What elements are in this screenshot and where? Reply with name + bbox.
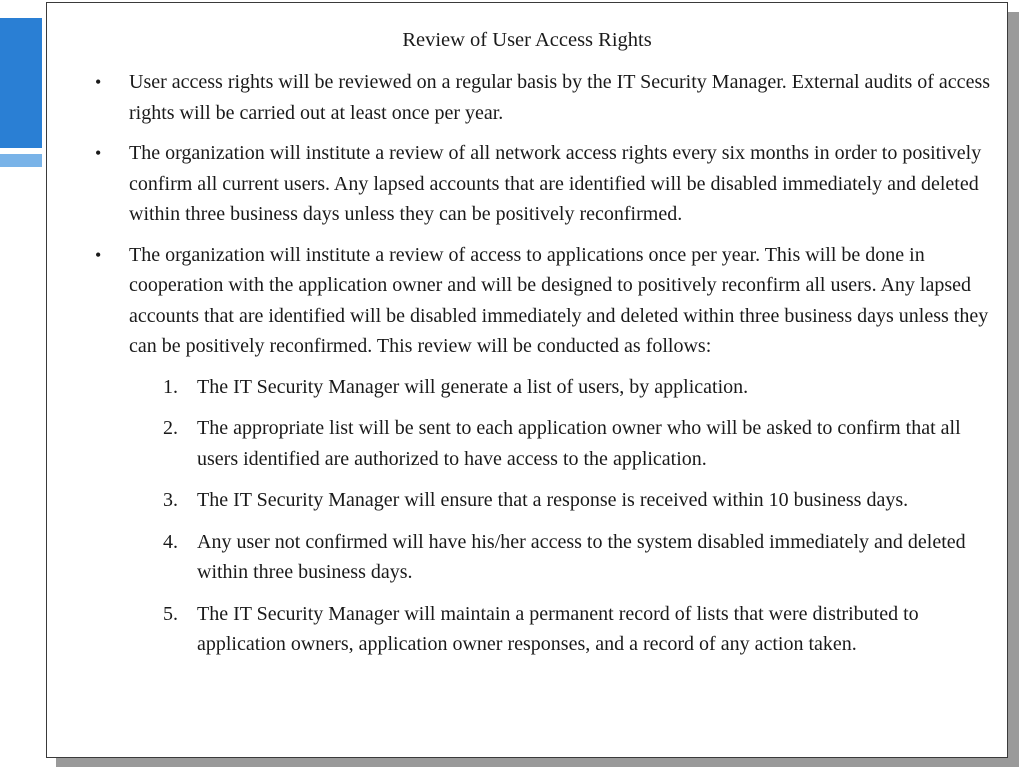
step-text: The IT Security Manager will ensure that a response is received within 10 business days. <box>197 489 909 511</box>
step-number: 5. <box>163 602 178 625</box>
bullet-list <box>95 67 999 671</box>
step-text: The IT Security Manager will maintain a permanent record of lists that were distributed to application owners, application owner responses, and a record of any action taken. <box>197 602 919 655</box>
numbered-item <box>163 485 999 516</box>
numbered-list <box>129 372 999 660</box>
bullet-item <box>95 240 999 660</box>
document-title: Review of User Access Rights <box>402 29 652 51</box>
bullet-item <box>95 138 999 230</box>
numbered-item <box>163 372 999 403</box>
accent-bar <box>0 18 42 148</box>
step-text: Any user not confirmed will have his/her access to the system disabled immediately and deleted within three business days. <box>197 530 966 583</box>
bullet-icon: • <box>95 143 102 163</box>
bullet-text: The organization will institute a review of access to applications once per year. This will be done in cooperation with the application owner and will be designed to positively reconfirm all users. Any lapsed accounts that are identified will be disabled immediately and deleted within three business days unless they can be positively reconfirmed. This review will be conducted as follows: <box>129 243 989 357</box>
step-number: 3. <box>163 489 178 511</box>
bullet-item <box>95 67 999 128</box>
bullet-icon: • <box>95 72 102 92</box>
step-text: The IT Security Manager will generate a list of users, by application. <box>197 375 749 398</box>
step-text: The appropriate list will be sent to each application owner who will be asked to confirm that all users identified are authorized to have access to the application. <box>197 417 961 470</box>
step-number: 4. <box>163 530 178 553</box>
bullet-icon: • <box>95 244 102 265</box>
document-panel <box>46 2 1008 758</box>
numbered-item <box>163 527 999 588</box>
bullet-text: User access rights will be reviewed on a regular basis by the IT Security Manager. External audits of access rights will be carried out at least once per year. <box>129 71 991 124</box>
numbered-item <box>163 599 999 660</box>
accent-strip <box>0 154 42 167</box>
numbered-item <box>163 413 999 474</box>
step-number: 2. <box>163 417 178 439</box>
step-number: 1. <box>163 375 178 398</box>
bullet-text: The organization will institute a review of all network access rights every six months in order to positively confirm all current users. Any lapsed accounts that are identified will be disabled immediately and deleted within three business days unless they can be positively reconfirmed. <box>129 142 982 225</box>
